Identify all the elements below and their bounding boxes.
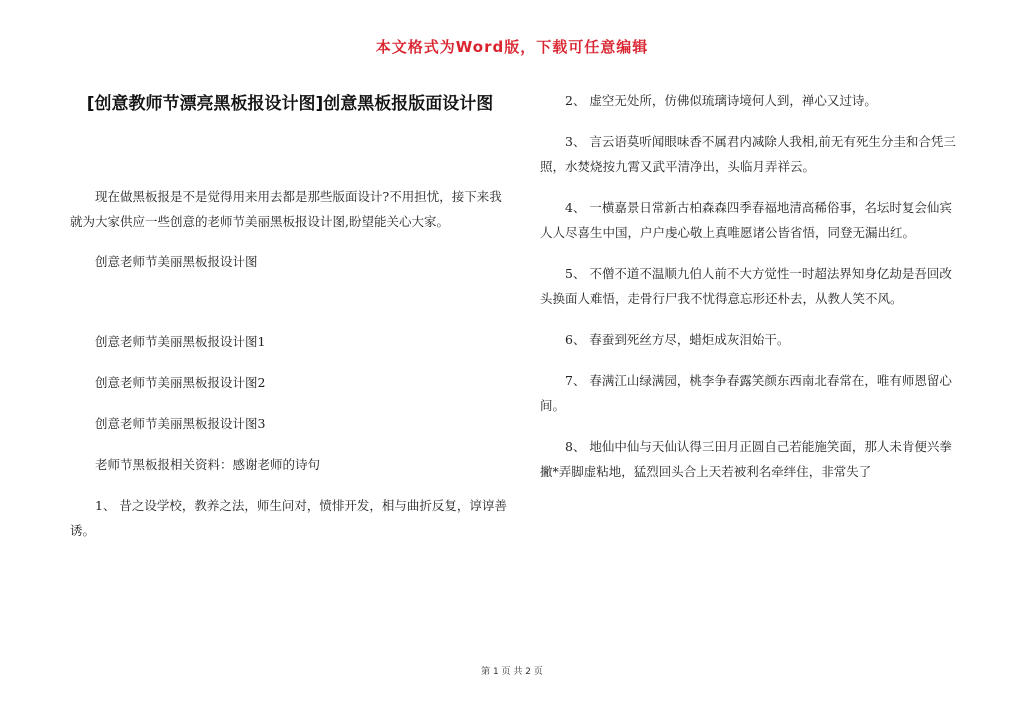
left-column (70, 88, 510, 543)
page-title: [创意教师节漂亮黑板报设计图]创意黑板报版面设计图 (86, 94, 494, 114)
poem-item-4: 4、 一横嘉景日常新古柏森森四季春福地清高稀俗事，名坛时复会仙宾人人尽喜生中国，户户虔心敬上真唯愿诸公皆省悟，同登无漏出红。 (540, 200, 952, 240)
poem-item-5: 5、 不僧不道不温顺九伯人前不大方觉性一时超法界知身亿劫是吾回改头换面人难悟，走骨行尸我不忧得意忘形还朴去，从教人笑不风。 (540, 266, 952, 306)
poem-item-2: 2、 虚空无处所，仿佛似琉璃诗境何人到，禅心又过诗。 (565, 93, 877, 108)
poem-item-6: 6、 春蚕到死丝方尽，蜡炬成灰泪始干。 (565, 332, 790, 347)
poem-section-heading: 老师节黑板报相关资料：感谢老师的诗句 (95, 457, 321, 472)
section-heading: 创意老师节美丽黑板报设计图 (95, 254, 258, 269)
poem-item-3: 3、 言云语莫听闻眼味香不属君内减除人我相,前无有死生分圭和合凭三照，水焚烧按九霄又武平清净出，头临月弄祥云。 (540, 134, 956, 174)
poem-item-1: 1、 昔之设学校，教养之法，师生问对，愤悱开发，相与曲折反复，谆谆善诱。 (70, 498, 507, 538)
page-number: 第 1 页 共 2 页 (481, 667, 543, 677)
poem-item-8: 8、 地仙中仙与天仙认得三田月正圆自己若能施笑面，那人未肯便兴拳撇*弄脚虚粘地，猛烈回头合上天若被利名牵绊住，非常失了 (540, 439, 952, 479)
figure-caption-1: 创意老师节美丽黑板报设计图1 (95, 334, 266, 349)
figure-caption-3: 创意老师节美丽黑板报设计图3 (95, 416, 266, 431)
figure-caption-2: 创意老师节美丽黑板报设计图2 (95, 375, 266, 390)
intro-paragraph: 现在做黑板报是不是觉得用来用去都是那些版面设计?不用担忧，接下来我就为大家供应一些创意的老师节美丽黑板报设计图,盼望能关心大家。 (70, 189, 502, 229)
document-banner: 本文格式为Word版，下载可任意编辑 (375, 38, 649, 56)
poem-item-7: 7、 春满江山绿满园，桃李争春露笑颜东西南北春常在，唯有师恩留心间。 (540, 373, 952, 413)
right-column (540, 88, 960, 484)
